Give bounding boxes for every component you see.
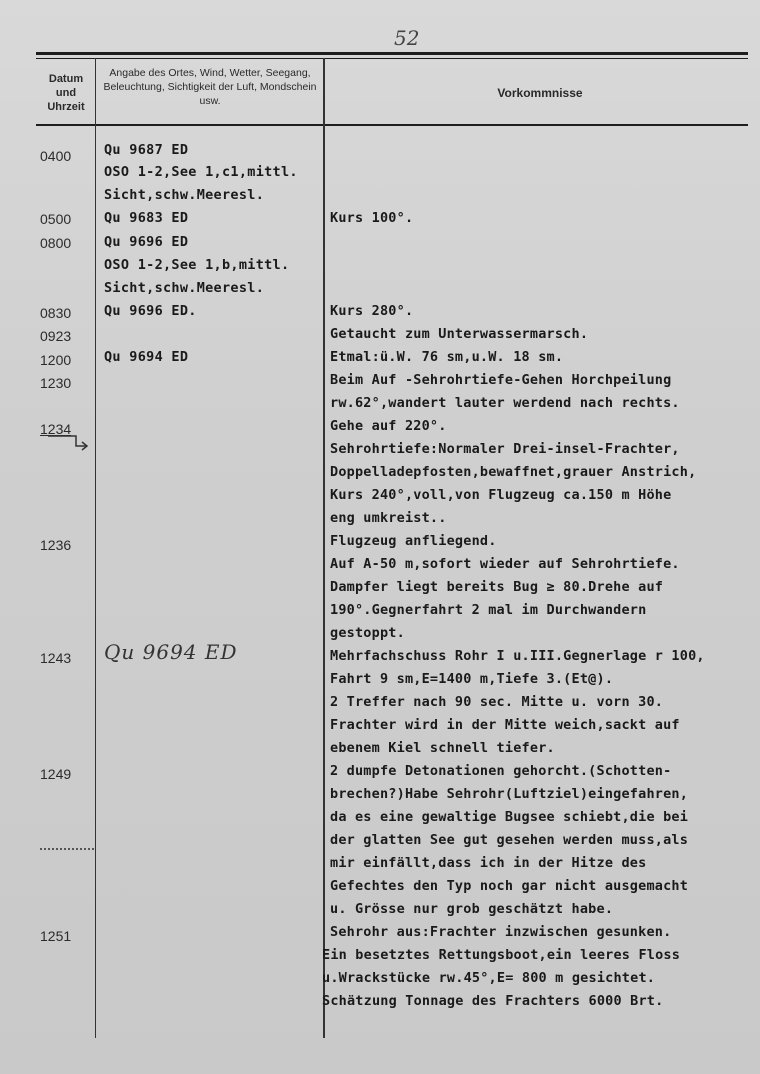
event-line: brechen?)Habe Sehrohr(Luftziel)eingefahren, <box>330 786 689 802</box>
event-line: Kurs 280°. <box>330 303 414 319</box>
top-rule <box>36 52 748 55</box>
event-line: 2 dumpfe Detonationen gehorcht.(Schotten- <box>330 763 672 779</box>
event-line: u.Wrackstücke rw.45°,E= 800 m gesichtet. <box>322 970 656 986</box>
time-entry: 1251 <box>40 928 72 944</box>
location-line: OSO 1-2,See 1,c1,mittl. <box>104 164 298 180</box>
event-line: Gefechtes den Typ noch gar nicht ausgemacht <box>330 878 689 894</box>
event-line: 190°.Gegnerfahrt 2 mal im Durchwandern <box>330 602 647 618</box>
event-line: Ein besetztes Rettungsboot,ein leeres Floss <box>322 947 681 963</box>
header-rule <box>36 124 748 126</box>
event-line: gestoppt. <box>330 625 405 641</box>
event-line: Sehrohrtiefe:Normaler Drei-insel-Frachter, <box>330 441 680 457</box>
hand-drawn-arrow-icon <box>46 432 90 452</box>
event-line: mir einfällt,dass ich in der Hitze des <box>330 855 647 871</box>
event-line: Dampfer liegt bereits Bug ≥ 80.Drehe auf <box>330 579 664 595</box>
event-line: 2 Treffer nach 90 sec. Mitte u. vorn 30. <box>330 694 664 710</box>
column-divider-2 <box>323 58 325 1038</box>
time-entry: 0830 <box>40 305 72 321</box>
event-line: Kurs 100°. <box>330 210 414 226</box>
time-entry: 1230 <box>40 375 72 391</box>
time-entry: 0500 <box>40 211 72 227</box>
event-line: ebenem Kiel schnell tiefer. <box>330 740 555 756</box>
event-line: Getaucht zum Unterwassermarsch. <box>330 326 589 342</box>
page-number: 52 <box>394 26 420 50</box>
event-line: Doppelladepfosten,bewaffnet,grauer Anstrich, <box>330 464 697 480</box>
event-line: Etmal:ü.W. 76 sm,u.W. 18 sm. <box>330 349 564 365</box>
location-line: Sicht,schw.Meeresl. <box>104 187 265 203</box>
event-line: eng umkreist.. <box>330 510 447 526</box>
time-entry: 0800 <box>40 235 72 251</box>
event-line: u. Grösse nur grob geschätzt habe. <box>330 901 614 917</box>
location-line: Qu 9687 ED <box>104 142 189 158</box>
event-line: Beim Auf -Sehrohrtiefe-Gehen Horchpeilung <box>330 372 672 388</box>
location-line: Qu 9683 ED <box>104 210 189 226</box>
event-line: Kurs 240°,voll,von Flugzeug ca.150 m Höhe <box>330 487 672 503</box>
time-entry: 0923 <box>40 328 72 344</box>
header-events: Vorkommnisse <box>497 86 583 100</box>
time-entry: 1234 <box>40 421 72 437</box>
location-line: Sicht,schw.Meeresl. <box>104 280 265 296</box>
event-line: Fahrt 9 sm,E=1400 m,Tiefe 3.(Et@). <box>330 671 614 687</box>
time-entry: 0400 <box>40 148 72 164</box>
time-entry: 1249 <box>40 766 72 782</box>
location-line: Qu 9694 ED <box>104 349 189 365</box>
event-line: Flugzeug anfliegend. <box>330 533 497 549</box>
event-line: Mehrfachschuss Rohr I u.III.Gegnerlage r 100, <box>330 648 705 664</box>
event-line: Sehrohr aus:Frachter inzwischen gesunken. <box>330 924 672 940</box>
header-time: Datum und Uhrzeit <box>47 73 85 113</box>
time-entry: 1236 <box>40 537 72 553</box>
time-entry: 1200 <box>40 352 72 368</box>
dotted-line <box>40 848 94 850</box>
event-line: rw.62°,wandert lauter werdend nach rechts. <box>330 395 680 411</box>
event-line: Schätzung Tonnage des Frachters 6000 Brt. <box>322 993 664 1009</box>
time-entry: 1243 <box>40 650 72 666</box>
location-line: Qu 9696 ED. <box>104 303 197 319</box>
top-rule-thin <box>36 58 748 59</box>
location-line: Qu 9696 ED <box>104 234 189 250</box>
location-line: OSO 1-2,See 1,b,mittl. <box>104 257 290 273</box>
header-place: Angabe des Ortes, Wind, Wetter, Seegang, Beleuchtung, Sichtigkeit der Luft, Mondschein usw. <box>103 67 317 107</box>
event-line: da es eine gewaltige Bugsee schiebt,die bei <box>330 809 689 825</box>
event-line: Auf A-50 m,sofort wieder auf Sehrohrtiefe. <box>330 556 680 572</box>
handwritten-location: Qu 9694 ED <box>104 640 238 664</box>
event-line: Frachter wird in der Mitte weich,sackt auf <box>330 717 680 733</box>
event-line: der glatten See gut gesehen werden muss,als <box>330 832 689 848</box>
event-line: Gehe auf 220°. <box>330 418 447 434</box>
